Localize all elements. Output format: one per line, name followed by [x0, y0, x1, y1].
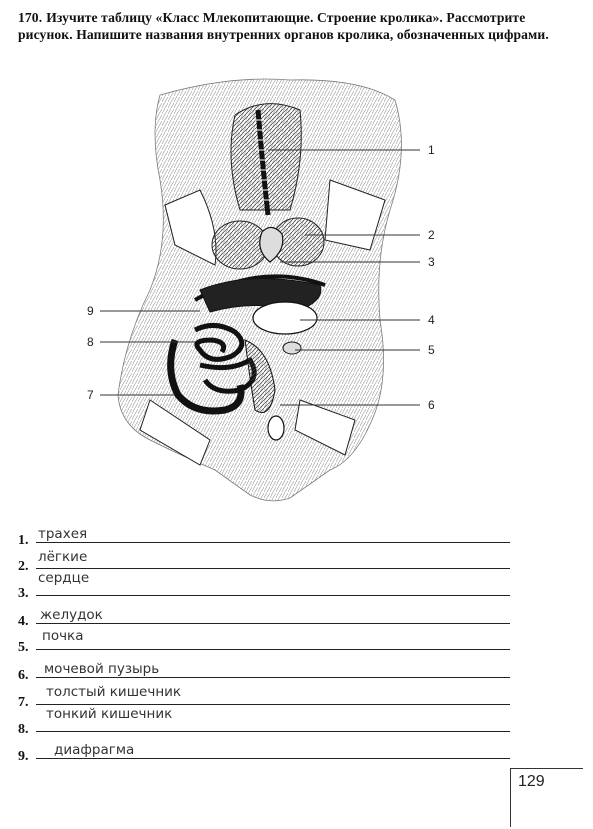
- answer-line[interactable]: [36, 649, 510, 650]
- answer-line[interactable]: [36, 758, 510, 759]
- answer-text: трахея: [38, 526, 88, 542]
- answer-text: лёгкие: [38, 549, 88, 565]
- answer-number: 5.: [18, 640, 29, 655]
- answer-line[interactable]: [36, 623, 510, 624]
- answer-text: сердце: [38, 570, 90, 586]
- answer-line[interactable]: [36, 542, 510, 543]
- answer-number: 2.: [18, 559, 29, 574]
- bladder: [268, 416, 284, 440]
- answer-number: 9.: [18, 749, 29, 764]
- answer-text: почка: [42, 628, 84, 644]
- answer-row-2: [18, 545, 510, 574]
- callout-8: 8: [87, 335, 94, 349]
- callout-2: 2: [428, 228, 435, 242]
- task-number: 170.: [18, 10, 43, 25]
- callout-9: 9: [87, 304, 94, 318]
- answer-line[interactable]: [36, 595, 510, 596]
- answer-row-7: [18, 681, 510, 710]
- task-body: Изучите таблицу «Класс Млекопитающие. Строение кролика». Рассмотрите рисунок. Напишите названия внутренних органов кролика, обозначенных цифрами.: [18, 10, 549, 42]
- answer-row-1: [18, 519, 510, 548]
- answer-row-9: [18, 735, 510, 764]
- answer-number: 6.: [18, 668, 29, 683]
- answer-row-8: [18, 706, 510, 737]
- callout-6: 6: [428, 398, 435, 412]
- answer-line[interactable]: [36, 704, 510, 705]
- stomach: [253, 302, 317, 334]
- answer-number: 3.: [18, 586, 29, 601]
- answer-row-3: [18, 570, 510, 601]
- callout-5: 5: [428, 343, 435, 357]
- callout-1: 1: [428, 143, 435, 157]
- answer-line[interactable]: [36, 568, 510, 569]
- answer-text: мочевой пузырь: [44, 661, 160, 677]
- answer-text: желудок: [40, 607, 103, 623]
- callout-3: 3: [428, 255, 435, 269]
- callout-7: 7: [87, 388, 94, 402]
- answer-text: диафрагма: [54, 742, 135, 758]
- answer-number: 7.: [18, 695, 29, 710]
- answer-text: толстый кишечник: [46, 684, 182, 700]
- page-number: 129: [518, 773, 545, 790]
- answer-number: 8.: [18, 722, 29, 737]
- kidney: [283, 342, 301, 354]
- answer-number: 1.: [18, 533, 29, 548]
- callout-4: 4: [428, 313, 435, 327]
- answer-row-6: [18, 654, 510, 683]
- answer-row-4: [18, 600, 510, 629]
- answer-line[interactable]: [36, 677, 510, 678]
- answer-line[interactable]: [36, 731, 510, 732]
- answer-text: тонкий кишечник: [46, 706, 173, 722]
- answer-number: 4.: [18, 614, 29, 629]
- answer-row-5: [18, 626, 510, 655]
